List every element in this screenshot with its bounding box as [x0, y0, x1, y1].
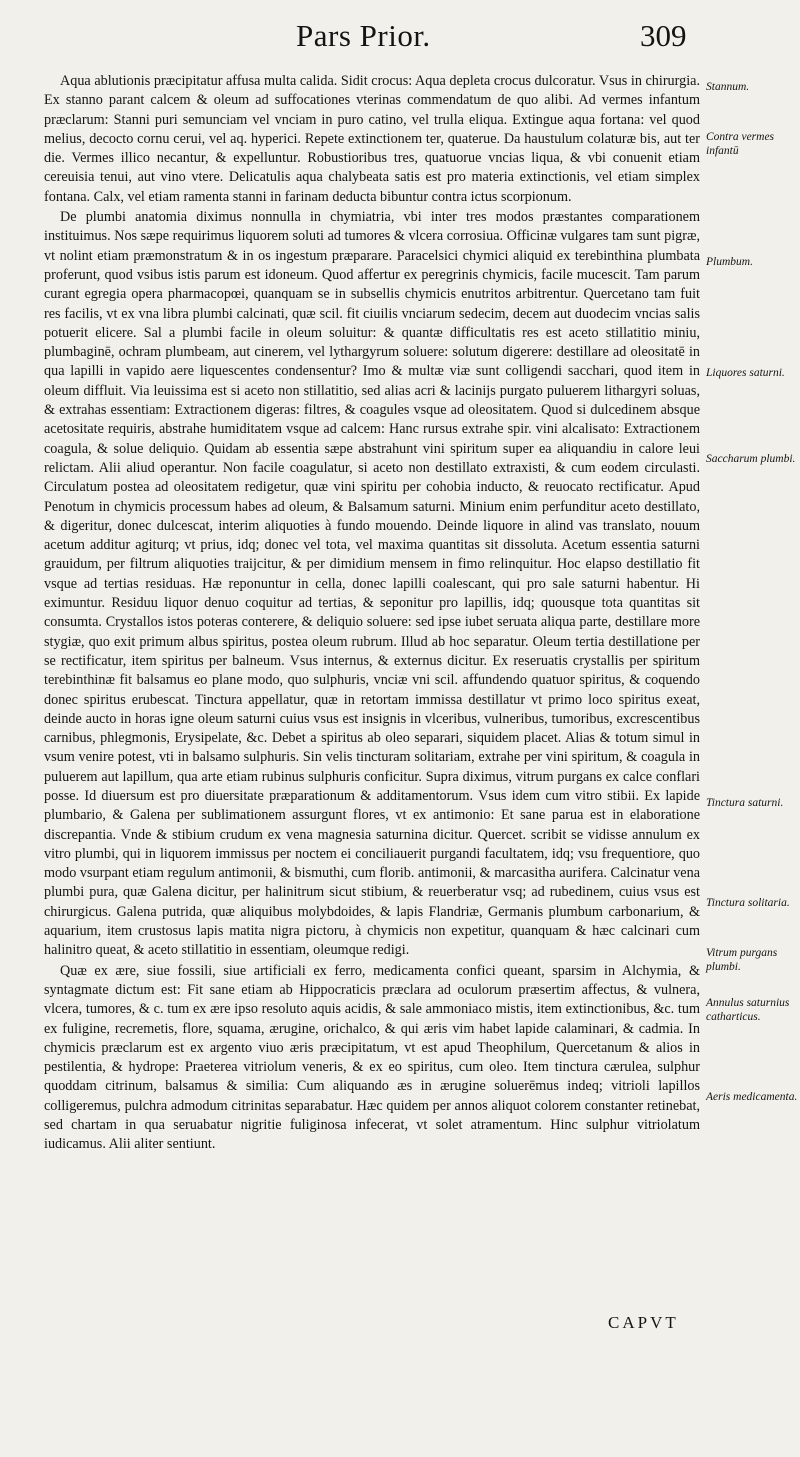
margin-note-aeris-medicamenta: Aeris medicamenta.: [706, 1091, 798, 1103]
paragraph-aes: Quæ ex ære, siue fossili, siue artificiali ex ferro, medicamenta confici queant, sparsim in Alchymia, & syntagmate dictum est: Fit sane etiam ab Hippocraticis præclara ad oculorum præsertim affectus, & vulnera, vlcera, tumores, & c. tum ex ære ipso resoluto aquis acidis, & sale ammoniaco mistis, item extinctionibus, &c. tum ex fuligine, recremetis, flore, squama, ærugine, orichalco, & qui æris vim habet lapide calaminari, & cadmia. In chymicis præclarum est ex argento viuo æris præcipitatum, vt est apud Theophilum, Quercetanum & alios in pestilentia, & hydrope: Praeterea vitriolum veneris, & ex eo spiritus, cum oleo. Item tinctura cærulea, sulphur quoddam citrinum, balsamus & similia: Cum aliquando æs in ærugine soluerēmus indeq; vitrioli lapillos colligeremus, pulchra admodum citrinitas separabatur. Hæc quidem per annos aliquot colorem constanter retinebat, sed chartam in qua seruabatur nigritie fuliginosa infecerat, vt solet atramentum. Hinc sulphur vitriolatum iudicamus. Alii aliter sentiunt.: [44, 962, 700, 1153]
paragraph-plumbum: De plumbi anatomia diximus nonnulla in chymiatria, vbi inter tres modos præstantes comparationem instituimus. Nos sæpe requirimus liquorem soluti ad tumores & vlcera corrosiua. Officinæ vulgares tam sunt pigræ, vt nolint etiam præmonstratum & in os ingestum præparare. Paracelsici chymici aliquid ex terebinthina plumbata proferunt, quod vsibus istis parum est idoneum. Quod affertur ex peregrinis chymicis, facile mucescit. Tam parum curant egregia opera pharmacopœi, quanquam se in subsellis chymicis enutritos arbitrentur. Quercetano tam fuit res facilis, vt ex vna libra plumbi calcinati, quæ scil. fit ciuilis vnciarum sedecim, decem aut duodecim vncias salis potuerit elicere. Sal a plumbi facile in oleum soluitur: & quantæ difficultatis res est aceto stillatitio miniu, plumbaginē, ochram plumbeam, aut cinerem, vel lythargyrum soluere: solutum digerere: destillare ad oleositatē in qua lapilli in vapido aere liquescentes condensentur? Imo & multæ viæ sunt colligendi sacchari, quod item in oleum diffluit. Via leuissima est si aceto non stillatitio, sed alias acri & lacinijs purgato puluerem lithargyri soluas, & extrahas essentiam: Extractionem digeras: filtres, & coagules vsque ad oleositatem. Quod si dulcedinem absque acetositate requiris, abstrahe humiditatem vsque ad calcem: Hanc rursus extrahe spir. vini alcalisato: Extractionem coagula, & solue deliquio. Quidam ab essentia sæpe abstrahunt vini spiritum super ea aliquandiu in calore leui relictam. Alii aliud operantur. Non facile coagulatur, si aceto non destillato extraxisti, & cum eodem circulasti. Circulatum postea ad oleositatem redigetur, quæ vini spiritu per cohobia inducto, & reuocato rectificatur. Apud Penotum in chymicis processum habes ad oleum, & Balsamum saturni. Minium enim perfunditur aceto destillato, & digeritur, donec dulcescat, interim aliquoties à fundo mouendo. Deinde liquore in alind vas translato, nouum acetum additur agiturq; vt prius, idq; donec vel tota, vel maxima quantitas sit dissoluta. Acetum essentia saturni grauidum, per filtrum aliquoties traijcitur, & per dimidium mensem in fimo relinquitur. Hoc elapso destillatio fit vsque ad tertias residuas. Hæ reponuntur in cella, donec lapilli coalescant, qui pro sale saturni habentur. Hi eximuntur. Residuu liquor denuo coquitur ad tertias, & seponitur pro lapillis, idq; quousque tota quantitas sit consumta. Crystallos istos poteras conterere, & deliquio soluere: sed ipse iubet seruata aliqua parte, destillare more stygiæ, quo exit primum albus spiritus, postea oleum rubrum. Illud ab hoc separatur. Oleum tertia destillatione per se rectificatur, item spiritus per balneum. Vsus internus, & externus dicitur. Ex reseruatis crystallis per spiritum terebinthinæ fit balsamus eo plane modo, quo sulphuris, vnciæ vni scil. affundendo quatuor spiritus, & coquendo donec spiritus erubescat. Tinctura appellatur, quæ in retortam immissa destillatur vt primo loco spiritus exeat, deinde aucto in horas igne oleum saturni cuius vsus est insignis in vlceribus, vulneribus, tumoribus, excrescentibus carnibus, phlegmonis, Erysipelate, &c. Debet a spiritus ab oleo separari, siquidem placet. Alias & totum simul in vsum venire potest, vti in balsamo sulphuris. Sin velis tincturam solitariam, extrahe per vini spiritum, & coagula in puluerem aut lapillum, qua arte etiam rubinus sulphuris conficitur. Supra diximus, vitrum purgans ex calce conflari posse. Id diuersum est pro diuersitate præparationum & additamentorum. Vsus idem cum vitro stibii. Ex lapide plumbario, & Galena per sublimationem assurgunt flores, vt ex antimonio: Et sane parua est in elaboratione discrepantia. Vnde & stibium crudum ex vena magnesia saturnina dicitur. Quercet. scribit se vidisse annulum ex vitro plumbi, qui in liquorem immissus per noctem ei conciliauerit purgandi facultatem, idq; vsu frequentiore, quo modo vsurpant etiam regulum antimonii, & bismuthi, cum florib. antimonii, & marcasitha aurifera. Calcinatur vena plumbi pura, quæ Galena dicitur, per halinitrum sicut stibium, & reuerberatur vsq; ad rubedinem, cuius vsus est chirurgicus. Galena putrida, quæ aliquibus molybdoides, & lapis Flandriæ, Germanis plumbum carbonarium, & aquarium, item crustosus lapis matita nigra pictoru, à chymicis non expetitur, quanquam & hæc calcinari cum halinitro queat, & aceto stillatitio in essentiam, oleumque redigi.: [44, 209, 700, 959]
margin-note-stannum: Stannum.: [706, 81, 750, 93]
margin-note-plumbum: Plumbum.: [706, 256, 753, 268]
running-header: [0, 18, 800, 68]
margin-note-saccharum-plumbi: Saccharum plumbi.: [706, 453, 796, 465]
margin-note-vitrum-purgans: Vitrum purgans plumbi.: [706, 947, 778, 973]
margin-note-contra-vermes: Contra vermes infantū: [706, 131, 775, 157]
paragraph-stannum: Aqua ablutionis præcipitatur affusa multa calida. Sidit crocus: Aqua depleta crocus dulcoratur. Vsus in chirurgia. Ex stanno parant calcem & oleum ad suffocationes vterinas commendatum de quo alibi. Ad vermes infantum præclarum: Stanni puri semunciam vel vnciam in puro catino, vel trulla eliqua. Extingue aqua fortana: vel quod melius, decocto cornu cerui, vel aq. hyperici. Repete extinctionem ter, quaterue. Da haustulum colaturæ bis, aut ter die. Vermes illico necantur, & expelluntur. Robustioribus tres, quatuorue vncias liqua, & vbi conuenit etiam cereuisia tenui, aut vino vtere. Delicatulis aqua chalybeata satis est pro materia extinctionis, vel etiam simplex fontana. Calx, vel etiam ramenta stanni in farinam deducta bibuntur contra ictus scorpionum.: [44, 73, 700, 205]
margin-note-liquores-saturni: Liquores saturni.: [706, 367, 785, 379]
page-number: 309: [640, 18, 687, 53]
margin-note-annulus-saturnius: Annulus saturnius catharticus.: [706, 997, 790, 1023]
margin-note-tinctura-saturni: Tinctura saturni.: [706, 797, 784, 809]
main-text: [44, 72, 700, 1155]
margin-note-tinctura-solitaria: Tinctura solitaria.: [706, 897, 790, 909]
catchword: CAPVT: [608, 1313, 679, 1332]
running-title: Pars Prior.: [296, 18, 431, 53]
